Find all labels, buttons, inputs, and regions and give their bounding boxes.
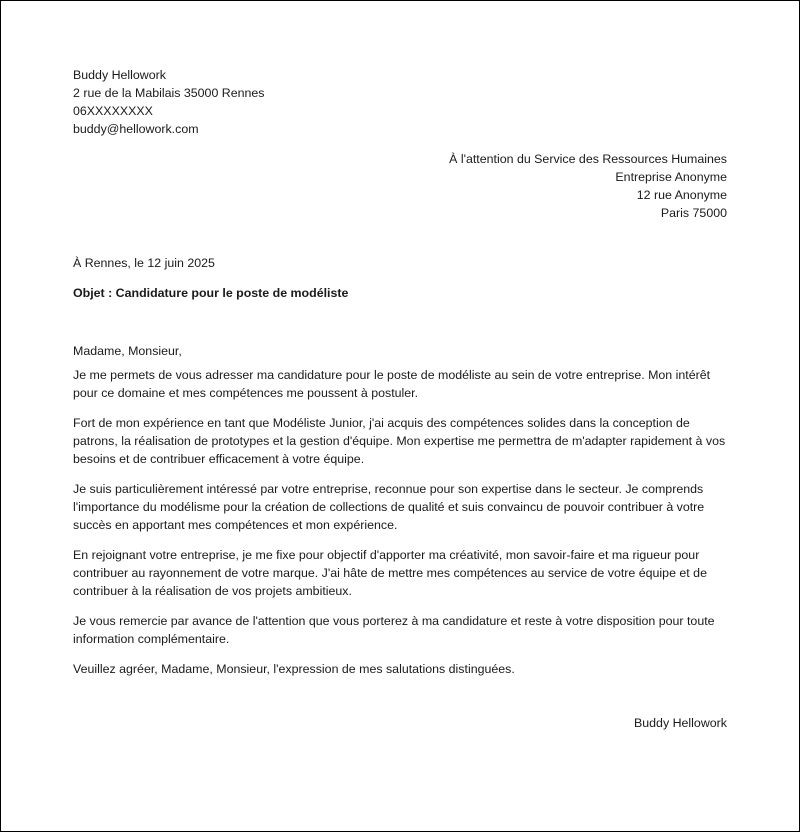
recipient-block: [73, 150, 727, 222]
sender-address: 2 rue de la Mabilais 35000 Rennes: [73, 86, 265, 100]
sender-email: buddy@hellowork.com: [73, 122, 199, 136]
salutation: Madame, Monsieur,: [73, 344, 182, 358]
paragraph-1: Je me permets de vous adresser ma candidature pour le poste de modéliste au sein de votre entreprise. Mon intérêt pour ce domaine et mes compétences me poussent à postuler.: [73, 368, 711, 400]
sender-block: [73, 66, 727, 138]
date-line: À Rennes, le 12 juin 2025: [73, 256, 215, 270]
sender-phone: 06XXXXXXXX: [73, 104, 153, 118]
letter-body: [73, 65, 727, 732]
recipient-attention: À l'attention du Service des Ressources Humaines: [449, 152, 727, 166]
closing-formula: Veuillez agréer, Madame, Monsieur, l'expression de mes salutations distinguées.: [73, 662, 515, 676]
recipient-street: 12 rue Anonyme: [636, 188, 727, 202]
sender-name: Buddy Hellowork: [73, 68, 166, 82]
subject-line: Objet : Candidature pour le poste de modéliste: [73, 286, 349, 300]
signature: Buddy Hellowork: [634, 716, 727, 730]
paragraph-4: En rejoignant votre entreprise, je me fixe pour objectif d'apporter ma créativité, mon savoir-faire et ma rigueur pour contribuer au rayonnement de votre marque. J'ai hâte de mettre mes compétences au service de votre équipe et de contribuer à la réalisation de vos projets ambitieux.: [73, 548, 707, 598]
paragraph-2: Fort de mon expérience en tant que Modéliste Junior, j'ai acquis des compétences solides dans la conception de patrons, la réalisation de prototypes et la gestion d'équipe. Mon expertise me permettra de m'adapter rapidement à vos besoins et de contribuer efficacement à votre équipe.: [73, 416, 726, 466]
recipient-company: Entreprise Anonyme: [615, 170, 727, 184]
recipient-city: Paris 75000: [660, 206, 727, 220]
paragraph-3: Je suis particulièrement intéressé par votre entreprise, reconnue pour son expertise dans le secteur. Je comprends l'importance du modélisme pour la création de collections de qualité et suis convaincu de pouvoir contribuer à votre succès en apportant mes compétences et mon expérience.: [73, 482, 705, 532]
paragraph-5: Je vous remercie par avance de l'attention que vous porterez à ma candidature et reste à votre disposition pour toute information complémentaire.: [73, 614, 715, 646]
